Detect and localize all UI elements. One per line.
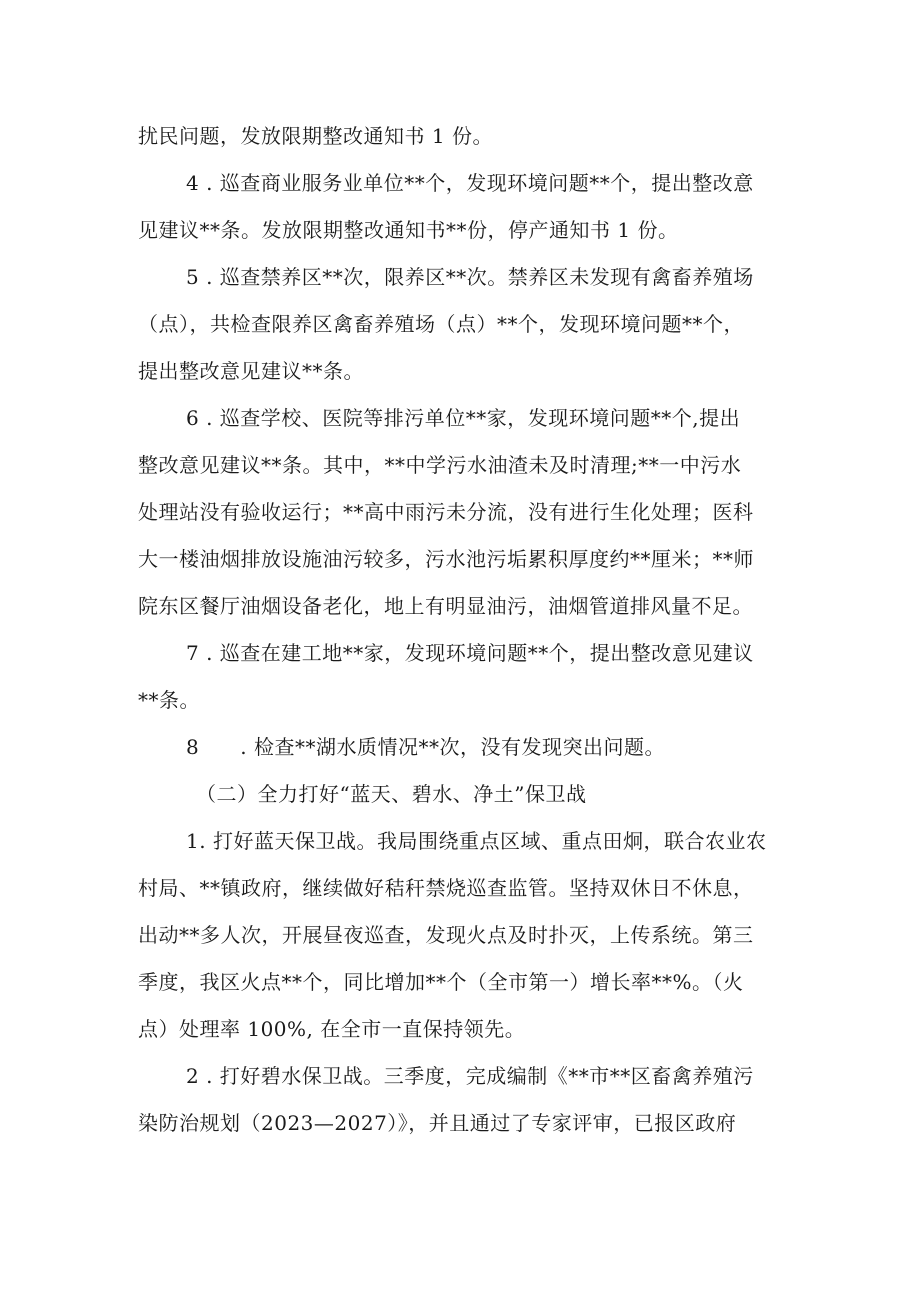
text-line: 出动**多人次，开展昼夜巡查，发现火点及时扑灭，上传系统。第三 xyxy=(138,923,754,947)
text-line: 4 . 巡查商业服务业单位**个，发现环境问题**个，提出整改意 xyxy=(186,171,754,195)
text-line: 扰民问题，发放限期整改通知书 1 份。 xyxy=(138,124,493,148)
text-line: 整改意见建议**条。其中，**中学污水油渣未及时清理;**一中污水 xyxy=(138,453,742,477)
text-line: 2 . 打好碧水保卫战。三季度，完成编制《**市**区畜禽养殖污 xyxy=(186,1064,754,1088)
text-line: 点）处理率 100%, 在全市一直保持领先。 xyxy=(138,1017,526,1041)
text-line: 1. 打好蓝天保卫战。我局围绕重点区域、重点田炯，联合农业农 xyxy=(186,829,767,853)
text-line: 5 . 巡查禁养区**次，限养区**次。禁养区未发现有禽畜养殖场 xyxy=(186,265,754,289)
document-body xyxy=(138,120,788,1154)
text-line: 大一楼油烟排放设施油污较多，污水池污垢累积厚度约**厘米；**师 xyxy=(138,547,754,571)
text-line: 处理站没有验收运行；**高中雨污未分流，没有进行生化处理；医科 xyxy=(138,500,754,524)
text-line: 村局、**镇政府，继续做好秸秆禁烧巡查监管。坚持双休日不休息， xyxy=(138,876,754,900)
text-line: 7 . 巡查在建工地**家，发现环境问题**个，提出整改意见建议 xyxy=(186,641,754,665)
section-heading: （二）全力打好“蓝天、碧水、净土”保卫战 xyxy=(196,782,587,806)
text-line: （点），共检查限养区禽畜养殖场（点）**个，发现环境问题**个， xyxy=(138,312,744,336)
text-line: 院东区餐厅油烟设备老化，地上有明显油污，油烟管道排风量不足。 xyxy=(138,594,753,618)
text-line: 6 . 巡查学校、医院等排污单位**家，发现环境问题**个,提出 xyxy=(186,406,741,430)
text-line: 见建议**条。发放限期整改通知书**份，停产通知书 1 份。 xyxy=(138,218,679,242)
text-line: **条。 xyxy=(138,688,200,712)
text-line: 染防治规划（2023—2027）》，并且通过了专家评审，已报区政府 xyxy=(138,1111,737,1135)
text-line: 提出整改意见建议**条。 xyxy=(138,359,364,383)
text-line: 季度，我区火点**个，同比增加**个（全市第一）增长率**%。（火 xyxy=(138,970,744,994)
text-line: 8 . 检查**湖水质情况**次，没有发现突出问题。 xyxy=(186,735,665,759)
